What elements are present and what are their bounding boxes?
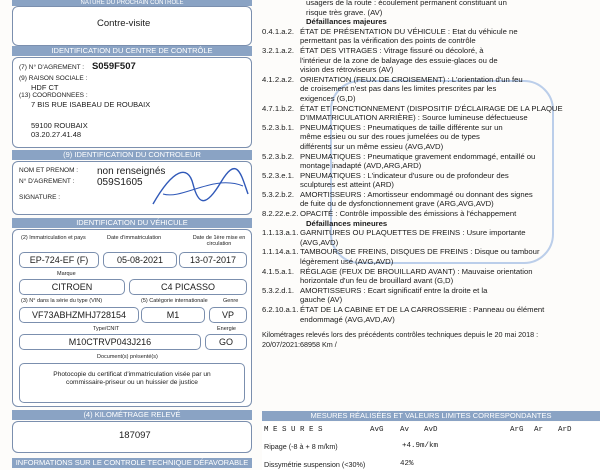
km-note1: Kilométrages relevés lors des précédents contrôles techniques depuis le 20 mai 2018 : <box>262 330 539 340</box>
defect-text: (AVG,AVD) <box>300 237 339 247</box>
centre-header: IDENTIFICATION DU CENTRE DE CONTRÔLE <box>12 46 252 56</box>
centre-box <box>12 57 252 148</box>
address-line1: 7 BIS RUE ISABEAU DE ROUBAIX <box>31 100 151 109</box>
date-1ere-label: Date de 1ère mise en circulation <box>192 235 246 247</box>
defect-text: exigences (G,D) <box>300 93 356 103</box>
ripage-label: Ripage (-8 à + 8 m/km) <box>264 442 338 451</box>
energie-label: Energie <box>217 326 236 332</box>
coord-label: (13) COORDONNEES : <box>19 92 88 99</box>
defect-text: montage inadapté (AVD,ARG,ARD) <box>300 161 422 171</box>
defect-row <box>262 190 600 200</box>
defect-text: de fuite ou de dysfonctionnement grave (ARG,AVG,AVD) <box>300 199 494 209</box>
defect-text: ÉTAT ET FONCTIONNEMENT (DISPOSITIF D'ÉCLAIRAGE DE LA PLAQUE <box>300 103 563 113</box>
defect-text: ÉTAT DE LA CABINE ET DE LA CARROSSERIE : Panneau ou élément <box>300 305 545 314</box>
defect-code: 6.2.10.a.1. <box>262 305 299 314</box>
defect-code: 5.2.3.e.1. <box>262 170 295 180</box>
col-avd: AvD <box>424 426 438 434</box>
controleur-header: (9) IDENTIFICATION DU CONTROLEUR <box>12 150 252 160</box>
defect-row <box>262 123 600 133</box>
agrement2-label: N° D'AGREMENT : <box>19 178 75 185</box>
defect-text: ORIENTATION (FEUX DE CROISEMENT) : L'orientation d'un feu <box>300 74 523 84</box>
km-box <box>12 421 252 453</box>
km-value: 187097 <box>119 430 151 441</box>
defect-code: 5.3.2.b.2. <box>262 189 295 199</box>
defect-text: sculptures est atteint (ARD) <box>300 180 394 190</box>
marque-label: Marque <box>57 271 76 277</box>
energie-field: GO <box>205 334 247 350</box>
defect-text: TAMBOURS DE FREINS, DISQUES DE FREINS : Disque ou tambour <box>300 247 540 257</box>
defect-text: PNEUMATIQUES : L'indicateur d'usure ou de profondeur des <box>300 170 509 180</box>
top-line2: risque très grave. (AV) <box>306 7 383 17</box>
mesures-box <box>262 422 600 470</box>
vehicule-box <box>12 229 252 407</box>
defect-row <box>262 199 600 209</box>
defect-code: 8.2.22.e.2. <box>262 209 299 219</box>
col-av: Av <box>400 426 410 434</box>
defect-code: 1.1.14.a.1. <box>262 247 299 257</box>
date-1ere-field: 13-07-2017 <box>179 252 247 268</box>
defect-row <box>262 113 600 123</box>
mesures-title: M E S U R E S <box>264 426 323 434</box>
defect-code: 4.1.5.a.1. <box>262 266 295 276</box>
defect-text: AMORTISSEURS : Amortisseur endommagé ou donnant des signes <box>300 189 533 199</box>
agrement2-value: 059S1605 <box>97 177 143 188</box>
address-line2: 59100 ROUBAIX <box>31 121 88 130</box>
categorie-field: M1 <box>141 307 205 323</box>
type-field: M10CTRVP043J216 <box>19 334 201 350</box>
defect-row <box>262 84 600 94</box>
defect-text: AMORTISSEURS : Ecart significatif entre la droite et la <box>300 285 488 295</box>
defect-text: légèrement usé (AVG,AVD) <box>300 257 394 267</box>
defect-text: horizontale d'un feu de brouillard avant (G,D) <box>300 276 454 286</box>
defect-row <box>262 171 600 181</box>
phone: 03.20.27.41.48 <box>31 130 82 139</box>
km-note2: 20/07/2021:68958 Km / <box>262 339 337 349</box>
signature-label: SIGNATURE : <box>19 194 61 201</box>
next-control-value: Contre-visite <box>97 18 151 29</box>
dissym-label: Dissymétrie suspension (<30%) <box>264 460 366 469</box>
bottom-header: INFORMATIONS SUR LE CONTROLE TECHNIQUE DÉFAVORABLE <box>12 458 252 468</box>
defect-text: différents sur un même essieu (AVG,AVD) <box>300 141 444 151</box>
nom-value: non renseignés <box>97 166 166 177</box>
majeures-title: Défaillances majeures <box>306 17 387 27</box>
defect-code: 5.2.3.b.1. <box>262 122 295 132</box>
defect-text: permettant pas la vérification des points de contrôle <box>300 36 476 46</box>
dissym-value: 42% <box>400 460 414 468</box>
genre-label: Genre <box>223 298 239 304</box>
defect-text: OPACITÉ : Contrôle impossible des émissions à l'échappement <box>300 209 517 219</box>
defect-text: de croisement n'est pas dans les limites prescrites par les <box>300 84 497 94</box>
defect-row <box>262 267 600 277</box>
defects-panel <box>262 0 600 349</box>
defect-row <box>262 209 600 219</box>
defect-row <box>262 132 600 142</box>
marque-field: CITROEN <box>19 279 125 295</box>
defect-code: 1.1.13.a.1. <box>262 228 299 238</box>
immat-field: EP-724-EF (F) <box>19 252 99 268</box>
vehicule-header: IDENTIFICATION DU VÉHICULE <box>12 218 252 228</box>
defect-row <box>262 46 600 56</box>
defect-text: gauche (AV) <box>300 295 343 305</box>
signature-icon <box>143 164 253 212</box>
col-ard: ArD <box>558 426 572 434</box>
defect-text: PNEUMATIQUES : Pneumatiques de taille différente sur un <box>300 122 503 132</box>
next-control-header: NATURE DU PROCHAIN CONTROLE <box>12 0 252 6</box>
defect-row <box>262 295 600 305</box>
col-ar: Ar <box>534 426 544 434</box>
defect-row <box>262 228 600 238</box>
defect-text: endommagé (AVG,AVD,AV) <box>300 314 395 324</box>
defect-row <box>262 94 600 104</box>
defect-text: D'IMMATRICULATION ARRIÈRE) : Source lumineuse défectueuse <box>300 113 528 123</box>
defect-code: 5.3.2.d.1. <box>262 285 295 295</box>
defect-row <box>262 276 600 286</box>
defect-row <box>262 257 600 267</box>
defect-row <box>262 180 600 190</box>
defect-row <box>262 65 600 75</box>
immat-label: (2) Immatriculation et pays <box>21 235 86 241</box>
defect-code: 4.7.1.b.2. <box>262 103 295 113</box>
defect-row <box>262 27 600 37</box>
agrement-value: S059F507 <box>91 61 136 72</box>
defect-text: l'intérieur de la zone de balayage des essuie-glaces ou de <box>300 55 498 65</box>
mineures-list <box>262 228 600 324</box>
controleur-box <box>12 161 252 215</box>
mesures-header: MESURES RÉALISÉES ET VALEURS LIMITES CORRESPONDANTES <box>262 411 600 421</box>
defect-row <box>262 142 600 152</box>
defect-row <box>262 104 600 114</box>
defect-row <box>262 161 600 171</box>
top-line1: usagers de la route : écoulement permanent constituant un <box>306 0 507 7</box>
vin-field: VF73ABHZMHJ728154 <box>19 307 139 323</box>
defect-row <box>262 315 600 325</box>
docs-label: Document(s) présenté(s) <box>97 354 158 360</box>
raison-value: HDF CT <box>31 83 59 92</box>
defect-row <box>262 36 600 46</box>
ripage-value: +4.9m/km <box>402 442 439 450</box>
defect-text: GARNITURES OU PLAQUETTES DE FREINS : Usure importante <box>300 228 526 238</box>
date-immat-label: Date d'immatriculation <box>107 235 162 241</box>
defect-row <box>262 75 600 85</box>
defect-row <box>262 238 600 248</box>
defect-row <box>262 247 600 257</box>
defect-row <box>262 305 600 315</box>
defect-row <box>262 152 600 162</box>
defect-text: ÉTAT DES VITRAGES : Vitrage fissuré ou décoloré, à <box>300 45 484 55</box>
categorie-label: (5) Catégorie internationale <box>141 298 208 304</box>
defect-text: PNEUMATIQUES : Pneumatique gravement endommagé, entaillé ou <box>300 151 536 161</box>
genre-field: VP <box>209 307 247 323</box>
defect-code: 0.4.1.a.2. <box>262 26 295 36</box>
defect-code: 4.1.2.a.2. <box>262 74 295 84</box>
nom-label: NOM ET PRENOM : <box>19 167 79 174</box>
agrement-label: (7) N° D'AGREMENT : <box>19 64 85 71</box>
defect-code: 5.2.3.b.2. <box>262 151 295 161</box>
majeures-list <box>262 27 600 219</box>
defect-text: RÉGLAGE (FEUX DE BROUILLARD AVANT) : Mauvaise orientation <box>300 266 533 276</box>
defect-row <box>262 56 600 66</box>
km-header: (4) KILOMÉTRAGE RELEVÉ <box>12 410 252 420</box>
date-immat-field: 05-08-2021 <box>103 252 177 268</box>
col-avg: AvG <box>370 426 384 434</box>
mineures-title: Défaillances mineures <box>306 218 388 228</box>
raison-label: (9) RAISON SOCIALE : <box>19 75 88 82</box>
docs-value: Photocopie du certificat d'immatriculation visée par un commissaire-priseur ou un huissier de justice <box>53 371 211 386</box>
defect-text: vision des rétroviseurs (AV) <box>300 65 394 75</box>
vin-label: (3) N° dans la série du type (VIN) <box>21 298 103 304</box>
defect-text: même essieu ou sur des roues jumelées ou de types <box>300 132 480 142</box>
defect-code: 3.2.1.a.2. <box>262 45 295 55</box>
col-arg: ArG <box>510 426 524 434</box>
next-control-box <box>12 6 252 46</box>
defect-text: ÉTAT DE PRÉSENTATION DU VÉHICULE : Etat du véhicule ne <box>300 26 518 36</box>
type-label: Type/CNIT <box>93 326 120 332</box>
defect-row <box>262 286 600 296</box>
modele-field: C4 PICASSO <box>129 279 247 295</box>
